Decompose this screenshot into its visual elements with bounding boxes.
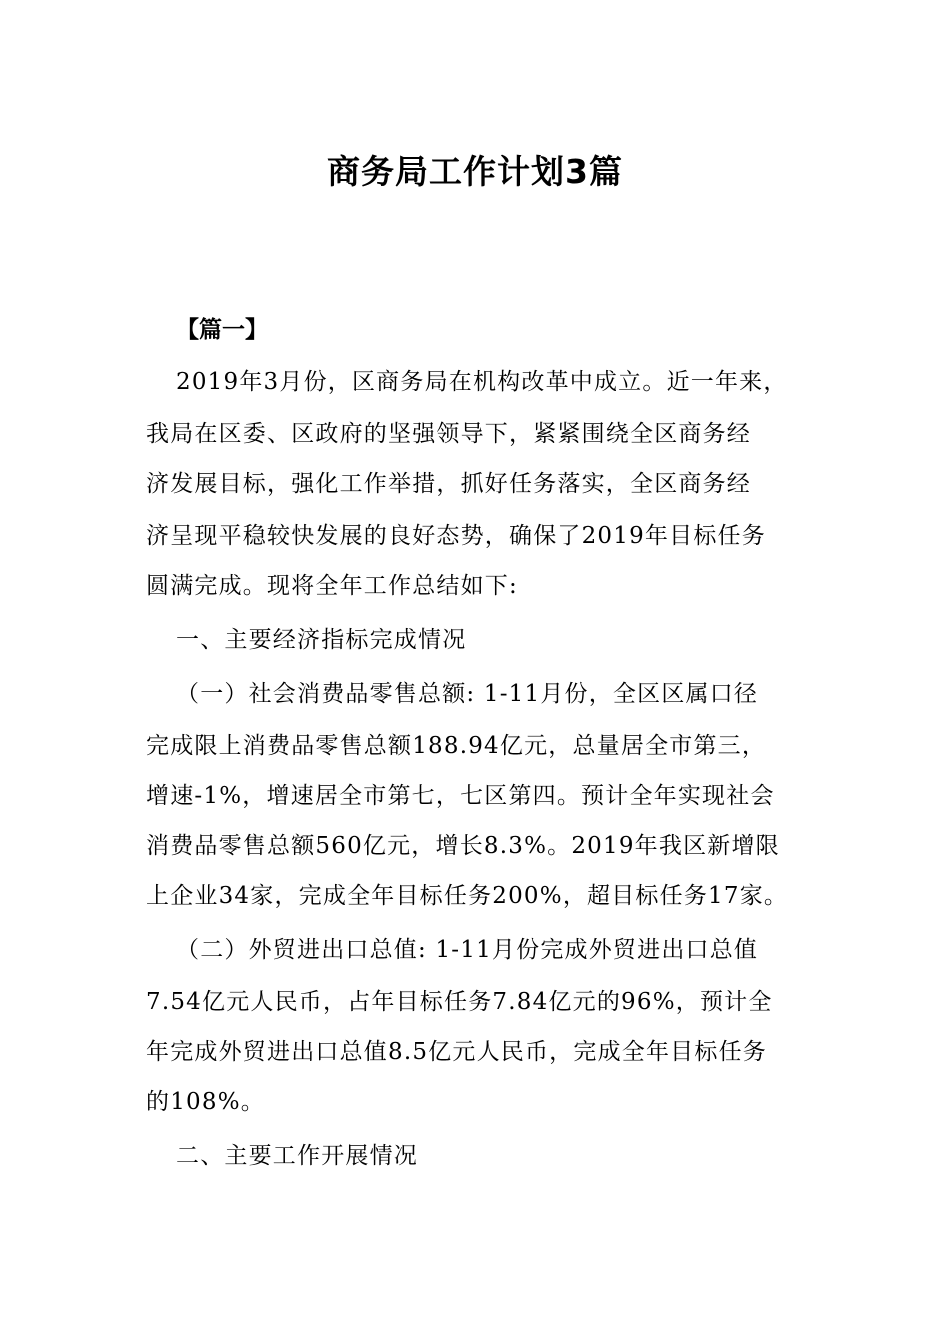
paragraph-line: 增速-1%，增速居全市第七，七区第四。预计全年实现社会 [146, 783, 775, 809]
paragraph-line: 圆满完成。现将全年工作总结如下: [146, 573, 518, 599]
paragraph-line: （一）社会消费品零售总额: 1-11月份，全区区属口径 [176, 681, 759, 707]
subsection-heading: 一、主要经济指标完成情况 [176, 627, 467, 653]
paragraph-line: （二）外贸进出口总值: 1-11月份完成外贸进出口总值 [176, 937, 759, 963]
paragraph-line: 7.54亿元人民币，占年目标任务7.84亿元的96%，预计全 [146, 989, 773, 1015]
subsection-heading: 二、主要工作开展情况 [176, 1143, 418, 1169]
document-title: 商务局工作计划3篇 [327, 152, 623, 191]
paragraph-line: 消费品零售总额560亿元，增长8.3%。2019年我区新增限 [146, 833, 780, 859]
paragraph-line: 我局在区委、区政府的坚强领导下，紧紧围绕全区商务经 [146, 421, 751, 447]
paragraph-line: 济呈现平稳较快发展的良好态势，确保了2019年目标任务 [146, 523, 766, 549]
paragraph-line: 上企业34家，完成全年目标任务200%，超目标任务17家。 [146, 883, 789, 909]
section-heading: 【篇一】 [176, 317, 268, 343]
paragraph-line: 完成限上消费品零售总额188.94亿元，总量居全市第三， [146, 733, 767, 759]
paragraph-line: 2019年3月份，区商务局在机构改革中成立。近一年来， [176, 369, 788, 395]
paragraph-line: 济发展目标，强化工作举措，抓好任务落实，全区商务经 [146, 471, 751, 497]
paragraph-line: 的108%。 [146, 1089, 265, 1115]
paragraph-line: 年完成外贸进出口总值8.5亿元人民币，完成全年目标任务 [146, 1039, 767, 1065]
